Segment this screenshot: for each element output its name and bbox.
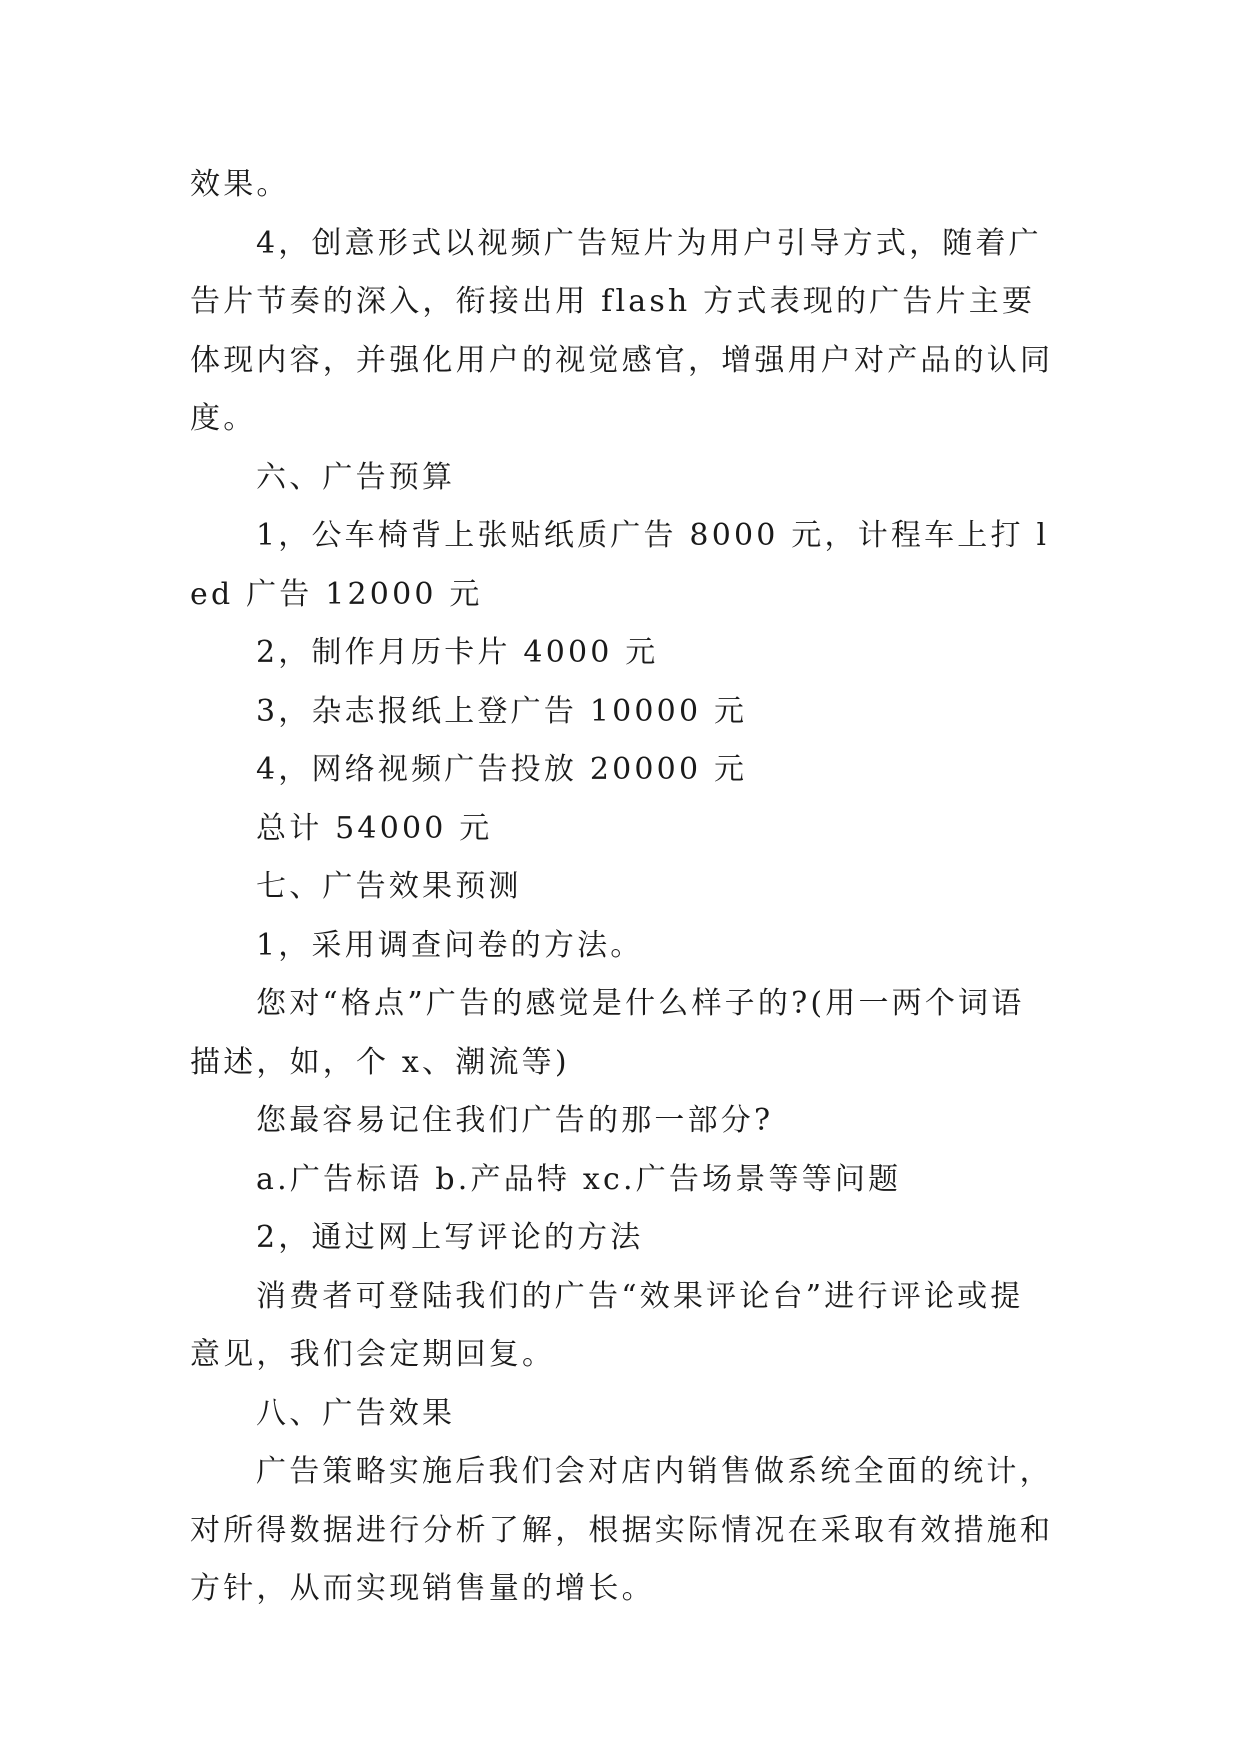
budget-item-4: 4，网络视频广告投放 20000 元 — [256, 752, 748, 787]
budget-item-1: 1，公车椅背上张贴纸质广告 8000 元，计程车上打 led 广告 12000 元 — [190, 518, 1050, 612]
survey-options: a.广告标语 b.产品特 xc.广告场景等等问题 — [256, 1161, 902, 1197]
forecast-method-2: 2，通过网上写评论的方法 — [256, 1220, 644, 1255]
paragraph-continuation: 效果。 — [190, 167, 290, 202]
forecast-method-1: 1，采用调查问卷的方法。 — [256, 927, 644, 963]
section-heading-effect: 八、广告效果 — [256, 1395, 456, 1431]
budget-total: 总计 54000 元 — [256, 810, 493, 846]
document-body — [190, 156, 1056, 1619]
survey-question-2: 您最容易记住我们广告的那一部分? — [256, 1103, 774, 1138]
budget-item-2: 2，制作月历卡片 4000 元 — [256, 635, 659, 670]
budget-item-3: 3，杂志报纸上登广告 10000 元 — [256, 693, 748, 729]
section-heading-budget: 六、广告预算 — [256, 459, 456, 495]
section-heading-effect-forecast: 七、广告效果预测 — [256, 869, 522, 904]
survey-question-1: 您对“格点”广告的感觉是什么样子的?(用一两个词语描述，如，个 x、潮流等) — [190, 986, 1025, 1080]
effect-description: 广告策略实施后我们会对店内销售做系统全面的统计，对所得数据进行分析了解，根据实际情况在采取有效措施和方针，从而实现销售量的增长。 — [190, 1454, 1054, 1606]
paragraph-creative-form: 4，创意形式以视频广告短片为用户引导方式，随着广告片节奏的深入，衔接出用 flash 方式表现的广告片主要体现内容，并强化用户的视觉感官，增强用户对产品的认同度。 — [190, 225, 1054, 436]
online-comment-description: 消费者可登陆我们的广告“效果评论台”进行评论或提意见，我们会定期回复。 — [190, 1278, 1024, 1372]
